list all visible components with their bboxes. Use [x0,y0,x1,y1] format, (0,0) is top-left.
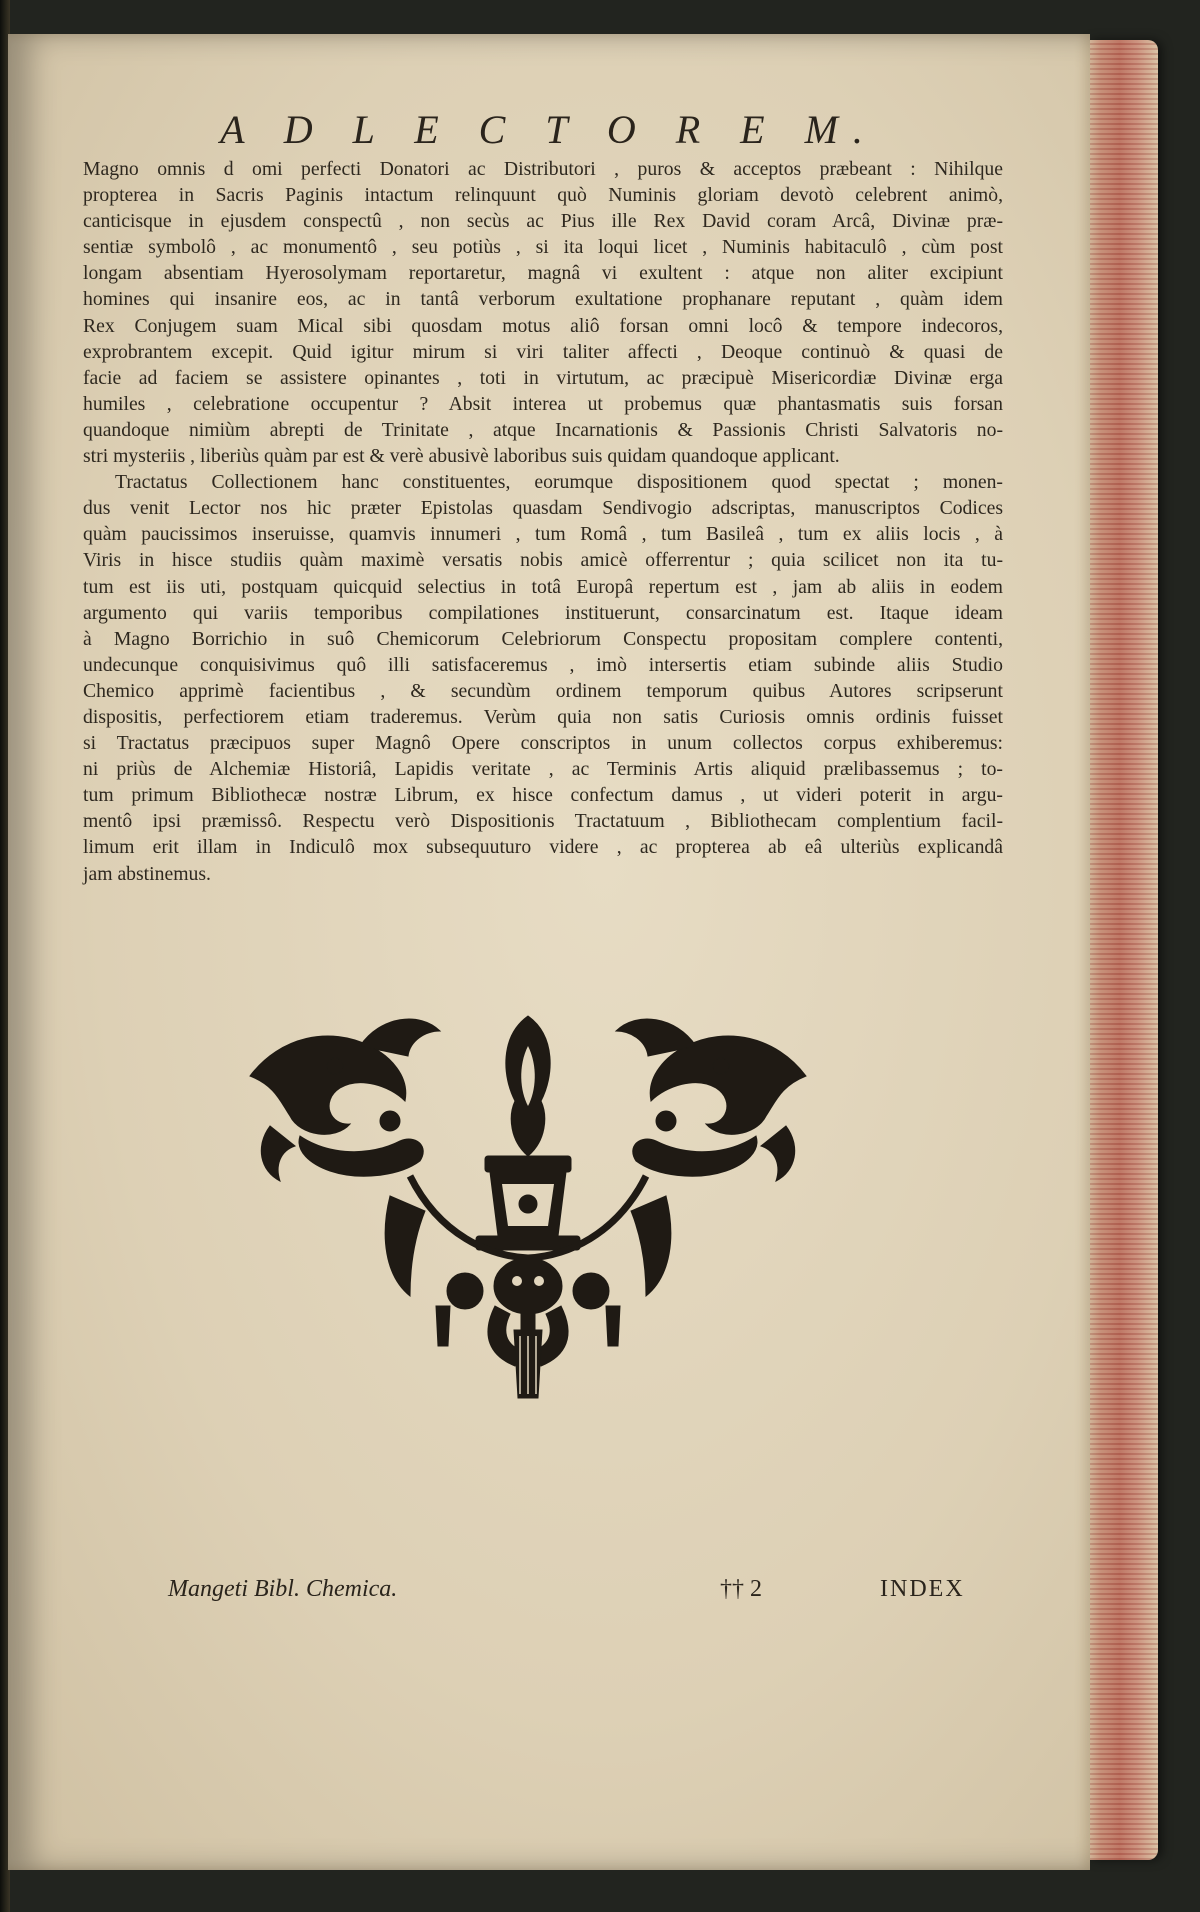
text-line: argumento qui variis temporibus compilationes instituerunt, consarcinatum est. Itaque ideam [83,601,1003,624]
text-line: mentô ipsi præmissô. Respectu verò Dispositionis Tractatuum , Bibliothecam complentium facil- [83,810,1003,833]
text-line: facie ad faciem se assistere opinantes , toti in virtutum, ac præcipuè Misericordiæ Divinæ erga [83,366,1003,389]
text-line: Tractatus Collectionem hanc constituentes, eorumque dispositionem quod spectat ; monen- [115,471,1003,494]
text-line: si Tractatus præcipuos super Magnô Opere conscriptos in unum collectos corpus exhiberemus: [83,732,1003,755]
catchword: INDEX [880,1576,965,1602]
book-page [8,34,1090,1870]
text-line: dispositis, perfectiorem etiam traderemus. Verùm quia non satis Curiosis omnis ordinis fuisset [83,705,1003,728]
text-line: à Magno Borrichio in suô Chemicorum Celebriorum Conspectu propositam complere contenti, [83,627,1003,650]
text-line: exprobrantem excepit. Quid igitur mirum si viri taliter affecti , Deoque continuò & quasi de [83,340,1003,363]
text-line: tum primum Bibliothecæ nostræ Librum, ex hisce confectum damus , ut videri poterit in argu- [83,784,1003,807]
text-line: dus venit Lector nos hic præter Epistolas quasdam Sendivogio adscriptas, manuscriptos Codices [83,497,1003,520]
text-line: Chemico apprimè facientibus , & secundùm ordinem temporum quibus Autores scripserunt [83,679,1003,702]
text-line: stri mysteriis , liberiùs quàm par est & verè abusivè laboribus suis quidam quandoque applicant. [83,445,840,468]
running-footer: Mangeti Bibl. Chemica. [168,1576,398,1602]
text-line: jam abstinemus. [83,862,211,885]
text-line: propterea in Sacris Paginis intactum relinquunt quò Numinis gloriam devotò celebrent animò, [83,184,1003,207]
text-line: Viris in hisce studiis quàm maximè versatis nobis amicè offerrentur ; quia scilicet non ita tu- [83,549,1003,572]
text-line: ni priùs de Alchemiæ Historiâ, Lapidis veritate , ac Terminis Artis aliquid prælibassemus ; to- [83,758,1003,781]
text-line: Magno omnis d omi perfecti Donatori ac Distributori , puros & acceptos præbeant : Nihilque [83,158,1003,180]
page-edges-red [1088,40,1158,1860]
text-line: undecunque conquisivimus quô illi satisfaceremus , imò intersertis etiam subinde aliis Studio [83,653,1003,676]
text-line: quàm paucissimos inseruisse, quamvis innumeri , tum Româ , tum Basileâ , tum ex aliis locis , à [83,523,1003,546]
text-line: Rex Conjugem suam Mical sibi quosdam motus aliô forsan omni locô & tempore indecoros, [83,314,1003,337]
text-line: tum est iis uti, postquam quicquid selectius in totâ Europâ repertum est , jam ab aliis in eodem [83,575,1003,598]
floral-vase-ornament [240,1006,816,1404]
text-line: longam absentiam Hyerosolymam reportaretur, magnâ vi exultent : atque non aliter excipiunt [83,262,1003,285]
page-footer [8,1576,1090,1616]
signature-mark: †† 2 [720,1576,762,1602]
text-line: canticisque in ejusdem conspectû , non secùs ac Pius ille Rex David coram Arcâ, Divinæ præ- [83,210,1003,233]
text-line: limum erit illam in Indiculô mox subsequuturo videre , ac propterea ab eâ ulteriùs explicandâ [83,836,1003,859]
text-line: quandoque nimiùm abrepti de Trinitate , atque Incarnationis & Passionis Christi Salvatoris no- [83,418,1003,441]
body-text [83,156,1003,887]
text-line: humiles , celebratione occupentur ? Absit interea ut probemus quæ phantasmatis suis forsan [83,392,1003,415]
text-line: sentiæ symbolô , ac monumentô , seu potiùs , si ita loqui licet , Numinis habitaculô , cùm post [83,236,1003,259]
text-line: homines qui insanire eos, ac in tantâ verborum exultatione prophanare reputant , quàm idem [83,288,1003,311]
page-title: A D L E C T O R E M. [220,107,878,152]
